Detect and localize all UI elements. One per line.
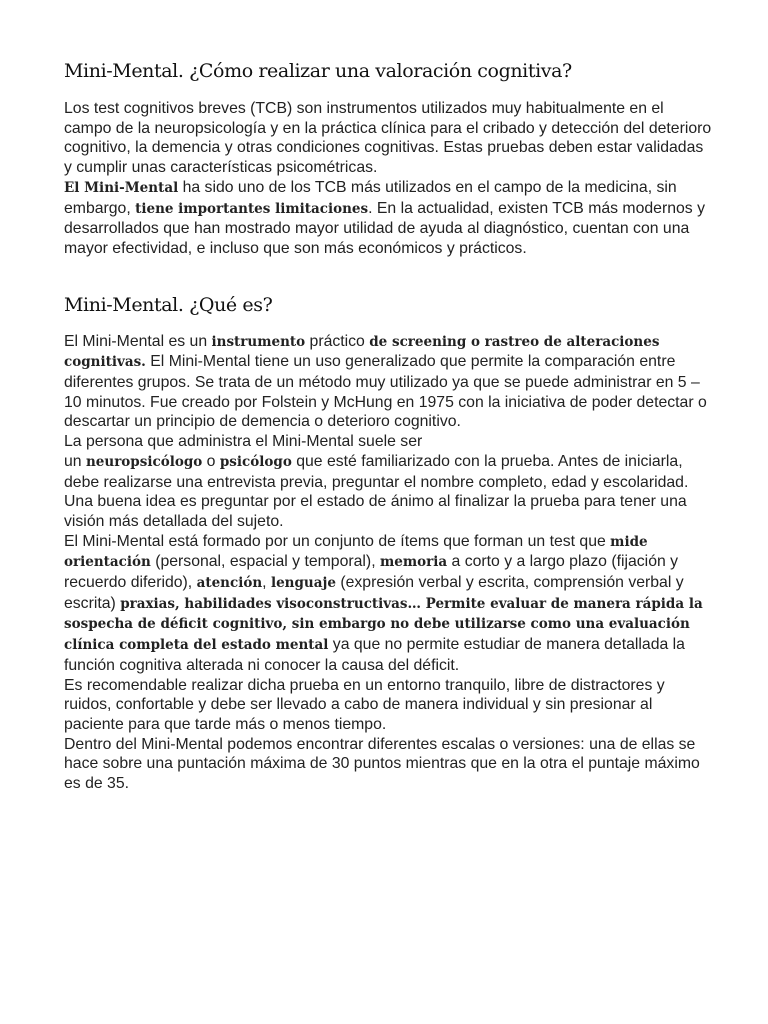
body-text: ya que no permite estudiar de manera detallada la función cognitiva alterada ni conocer la causa del déficit. — [64, 636, 685, 674]
bold-memoria: memoria — [379, 554, 448, 571]
bold-psicologo: psicólogo — [219, 453, 292, 470]
heading-que-es: Mini-Mental. ¿Qué es? — [64, 293, 273, 316]
intro-paragraph-1 — [64, 99, 714, 178]
body-text: Dentro del Mini-Mental podemos encontrar diferentes escalas o versiones: una de ellas se hace sobre una puntación máxima de 30 puntos mientras que en la otra el puntaje máximo es de 35. — [64, 735, 700, 793]
body-text: que esté familiarizado con la prueba. Antes de iniciarla, debe realizarse una entrevista previa, preguntar el nombre completo, edad y escolaridad. Una buena idea es preguntar por el estado de ánimo al finalizar la prueba para tener una visión más detallada del sujeto. — [64, 452, 689, 530]
body-text: El Mini-Mental está formado por un conjunto de ítems que forman un test que — [64, 532, 611, 550]
body-text: (expresión verbal y escrita, comprensión verbal y escrita) — [64, 574, 684, 612]
body-text: El Mini-Mental es un — [64, 332, 212, 350]
body-text: , — [262, 574, 271, 592]
body-text: La persona que administra el Mini-Mental suele ser — [64, 433, 423, 451]
bold-lenguaje: lenguaje — [270, 575, 336, 592]
body-text: Es recomendable realizar dicha prueba en un entorno tranquilo, libre de distractores y ruidos, confortable y debe ser llevado a cabo de manera individual y sin presionar al paciente para que tarde más o menos tiempo. — [64, 676, 665, 733]
bold-limitaciones: tiene importantes limitaciones — [135, 200, 369, 217]
body-text: (personal, espacial y temporal), — [150, 553, 380, 571]
body-text: a corto y a largo plazo (fijación y recuerdo diferido), — [64, 553, 679, 592]
body-text: o — [202, 452, 220, 470]
heading-valoracion-cognitiva: Mini-Mental. ¿Cómo realizar una valoración cognitiva? — [64, 60, 572, 82]
body-text: un — [64, 452, 86, 470]
section-paragraph-1 — [64, 332, 714, 433]
intro-text: . En la actualidad, existen TCB más modernos y desarrollados que han mostrado mayor utilidad de ayuda al diagnóstico, cuentan con una mayor efectividad, e incluso que son más económicos y prácticos. — [64, 199, 705, 257]
section-paragraph-2 — [64, 432, 714, 532]
bold-mide-orientacion: mide orientación — [64, 533, 648, 571]
intro-paragraph-2 — [64, 178, 714, 259]
bold-screening: de screening o rastreo de alteraciones cognitivas. — [64, 333, 660, 371]
body-text: práctico — [305, 332, 370, 350]
section-paragraph-5 — [64, 735, 714, 794]
section-paragraph-3 — [64, 532, 714, 676]
bold-instrumento: instrumento — [211, 333, 306, 350]
bold-atencion: atención — [196, 575, 263, 592]
bold-praxias-evaluacion: praxias, habilidades visoconstructivas… Permite evaluar de manera rápida la sospecha de déficit cognitivo, sin embargo no debe utilizarse como una evaluación clínica completa del estado mental — [64, 595, 703, 654]
intro-text: Los test cognitivos breves (TCB) son instrumentos utilizados muy habitualmente en el campo de la neuropsicología y en la práctica clínica para el cribado y detección del deterioro cognitivo, la demencia y otras condiciones cognitivas. Estas pruebas deben estar validadas y cumplir unas características psicométricas. — [64, 100, 712, 177]
bold-mini-mental: El Mini-Mental — [64, 179, 179, 196]
intro-text: ha sido uno de los TCB más utilizados en el campo de la medicina, sin embargo, — [64, 178, 677, 217]
section-paragraph-4 — [64, 676, 714, 735]
body-text: El Mini-Mental tiene un uso generalizado que permite la comparación entre diferentes grupos. Se trata de un método muy utilizado ya que se puede administrar en 5 – 10 minutos. Fue creado por Folstein y McHung en 1975 con la iniciativa de poder detectar o descartar un principio de demencia o deterioro cognitivo. — [64, 353, 707, 431]
bold-neuropsicologo: neuropsicólogo — [85, 453, 203, 470]
